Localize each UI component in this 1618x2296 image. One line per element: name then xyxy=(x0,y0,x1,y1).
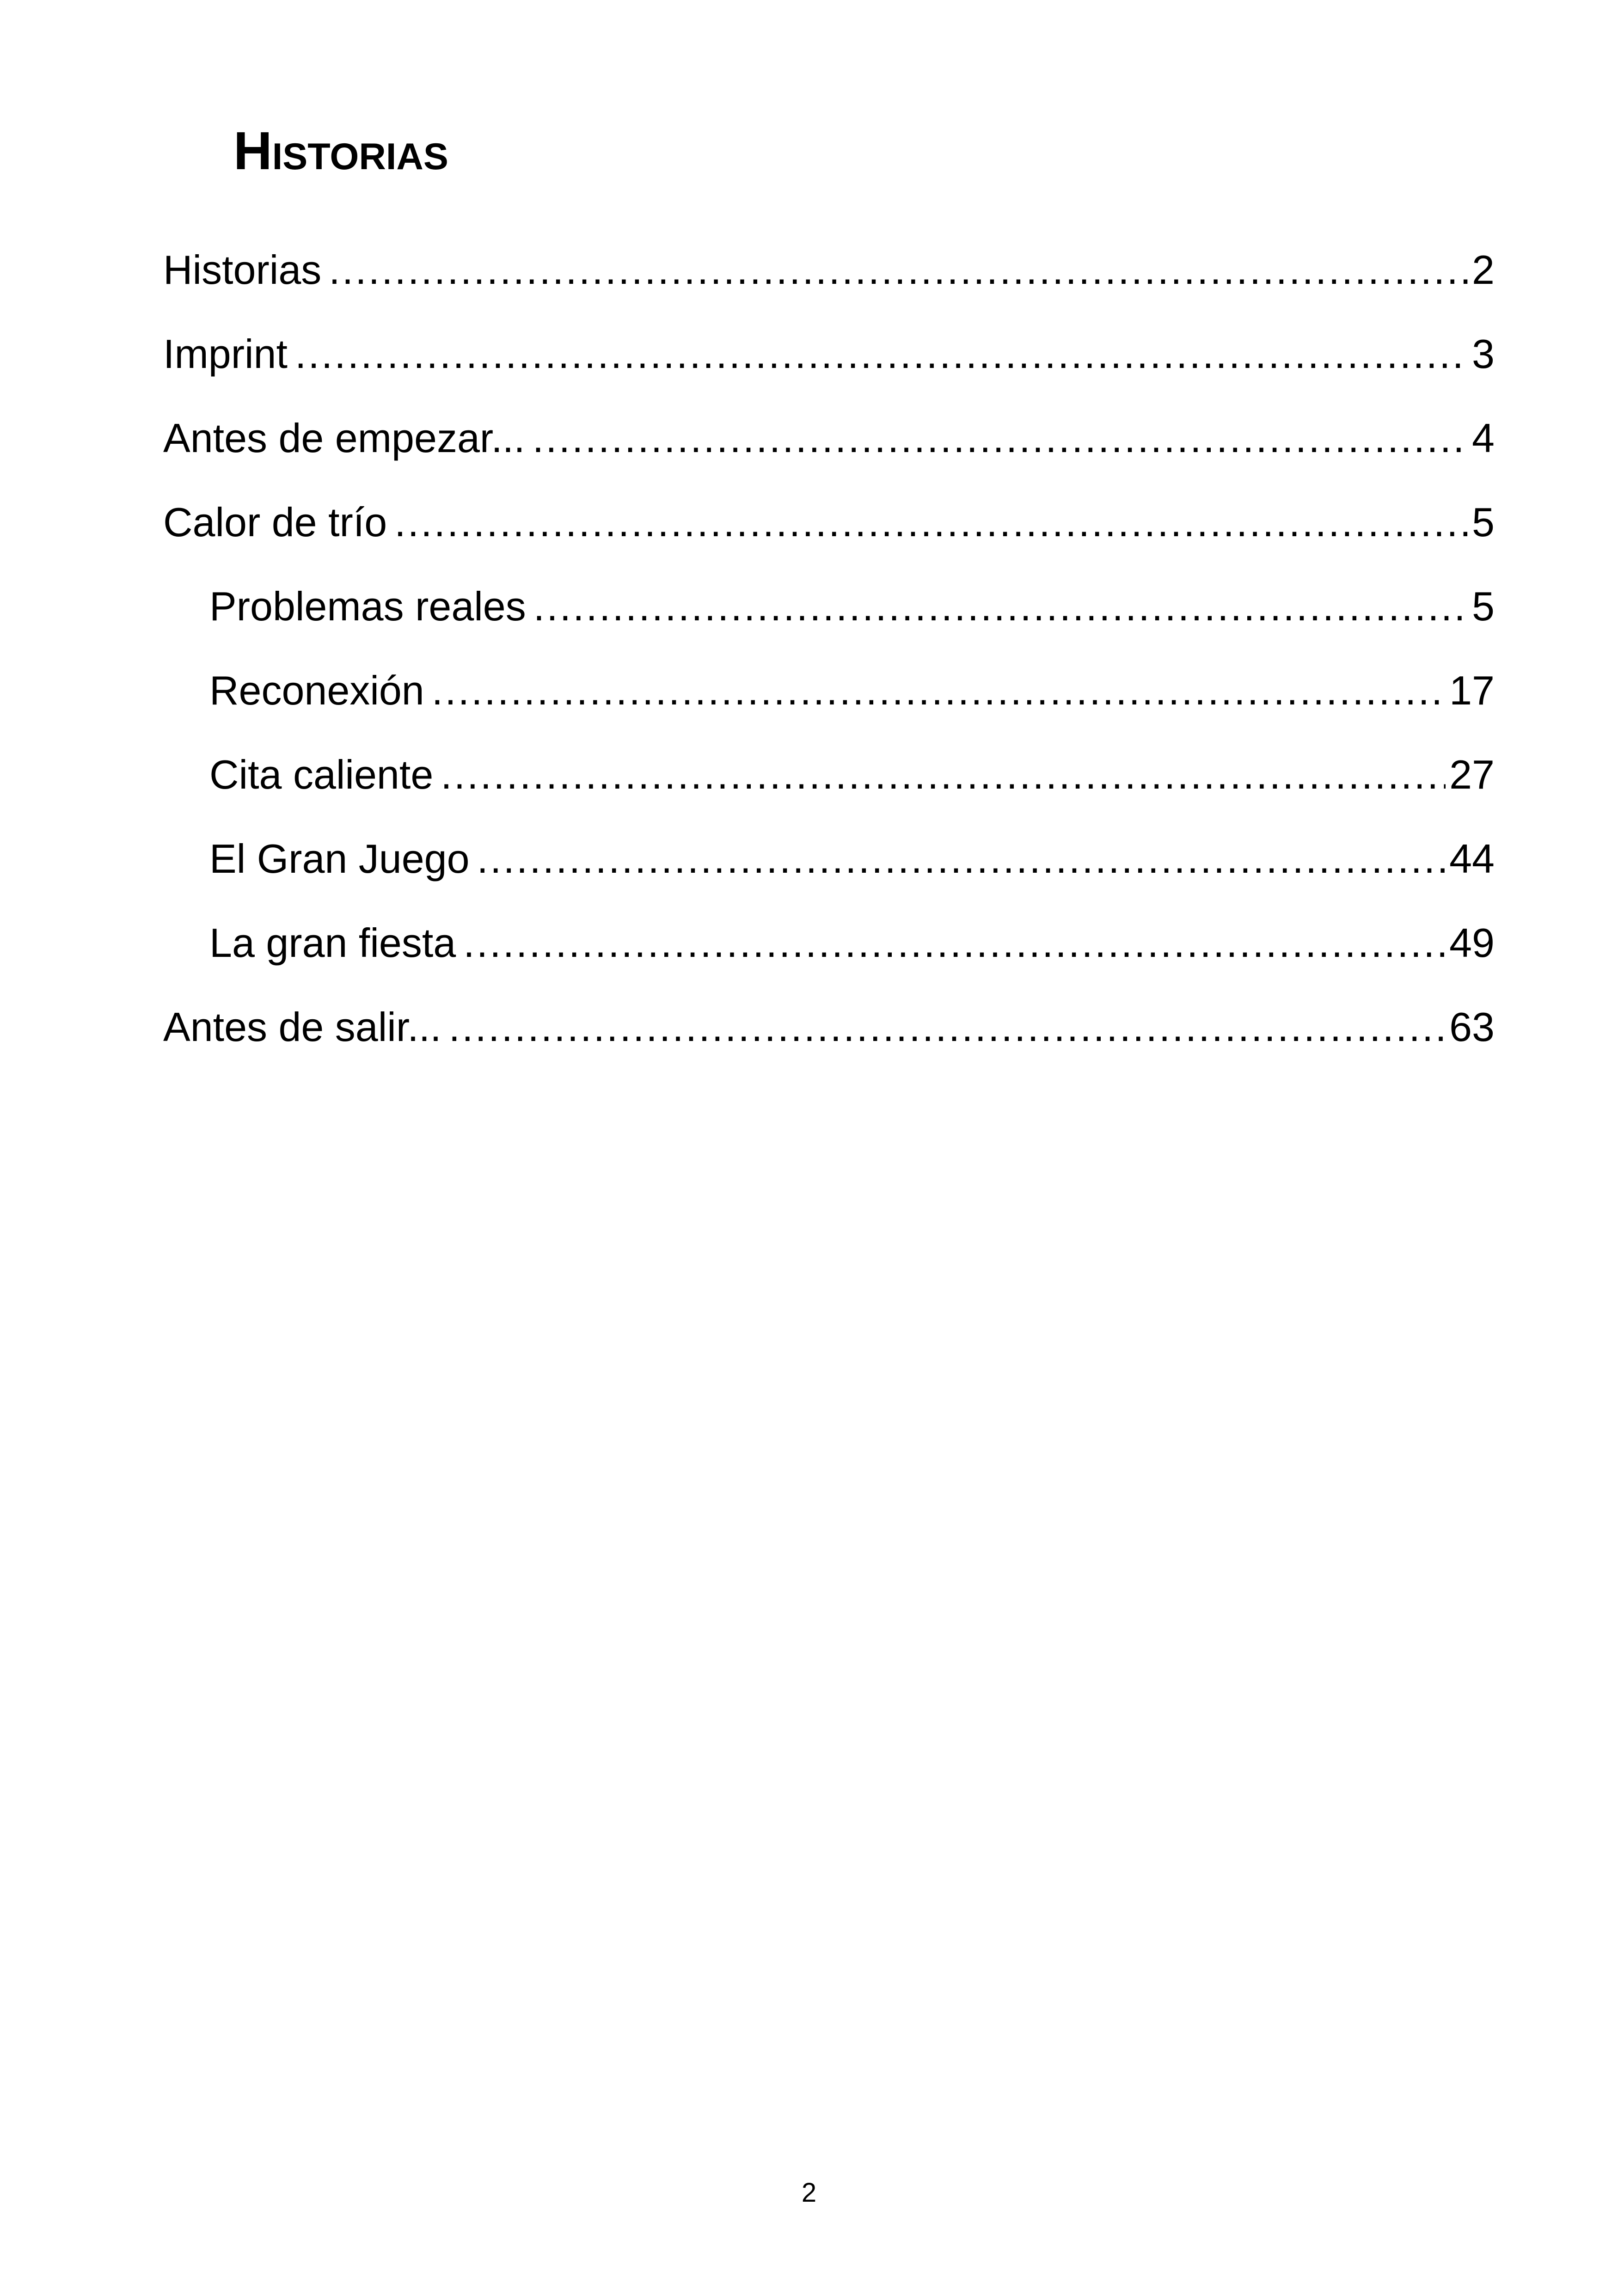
toc-entry-page: 2 xyxy=(1472,247,1495,293)
toc-dot-leader xyxy=(449,1007,1446,1047)
toc-dot-leader xyxy=(477,839,1446,879)
toc-dot-leader xyxy=(394,502,1468,543)
toc-dot-leader xyxy=(533,586,1468,627)
table-of-contents xyxy=(163,247,1495,1091)
toc-entry-page: 17 xyxy=(1449,667,1495,713)
toc-entry-label: Antes de empezar... xyxy=(163,415,525,461)
toc-entry-label: Historias xyxy=(163,247,322,293)
toc-dot-leader xyxy=(463,923,1446,963)
toc-entry-page: 49 xyxy=(1449,920,1495,966)
toc-entry-label: La gran fiesta xyxy=(209,920,456,966)
toc-dot-leader xyxy=(295,334,1468,374)
toc-entry[interactable] xyxy=(163,499,1495,586)
toc-entry-page: 5 xyxy=(1472,583,1495,629)
toc-entry-label: Antes de salir... xyxy=(163,1004,441,1050)
toc-entry-page: 5 xyxy=(1472,499,1495,545)
toc-subentry[interactable] xyxy=(163,667,1495,754)
toc-entry[interactable] xyxy=(163,1004,1495,1091)
toc-entry-label: Reconexión xyxy=(209,667,424,713)
toc-entry-label: Problemas reales xyxy=(209,583,526,629)
toc-entry-page: 44 xyxy=(1449,836,1495,882)
toc-entry-label: Cita caliente xyxy=(209,752,434,797)
toc-entry-label: Calor de trío xyxy=(163,499,387,545)
toc-subentry[interactable] xyxy=(163,836,1495,923)
toc-entry-page: 4 xyxy=(1472,415,1495,461)
toc-dot-leader xyxy=(441,754,1446,795)
page-number: 2 xyxy=(801,2178,817,2208)
page-title: Historias xyxy=(233,121,448,181)
toc-entry[interactable] xyxy=(163,415,1495,502)
toc-dot-leader xyxy=(533,418,1468,459)
toc-entry[interactable] xyxy=(163,331,1495,418)
toc-entry-page: 63 xyxy=(1449,1004,1495,1050)
toc-dot-leader xyxy=(329,250,1468,290)
toc-subentry[interactable] xyxy=(163,583,1495,670)
toc-dot-leader xyxy=(432,670,1446,711)
toc-subentry[interactable] xyxy=(163,754,1495,839)
toc-entry-page: 3 xyxy=(1472,331,1495,377)
toc-entry-label: El Gran Juego xyxy=(209,836,470,882)
toc-entry-page: 27 xyxy=(1449,752,1495,797)
toc-entry[interactable] xyxy=(163,247,1495,334)
toc-entry-label: Imprint xyxy=(163,331,288,377)
toc-subentry[interactable] xyxy=(163,920,1495,1007)
